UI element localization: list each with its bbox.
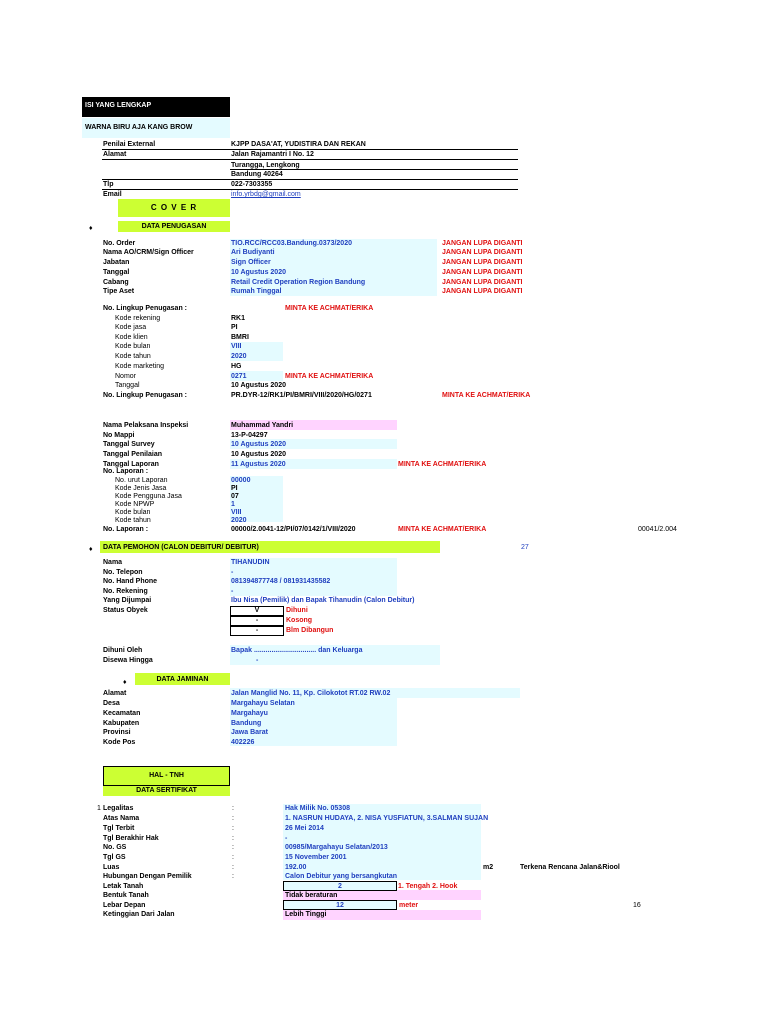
colon: :: [232, 815, 234, 822]
nolap-kode-value: VIII: [231, 509, 242, 516]
tlp-label: Tlp: [103, 181, 114, 188]
jaminan-value: Margahayu: [231, 710, 268, 717]
kode-label: Kode bulan: [115, 343, 151, 350]
penugasan-note: JANGAN LUPA DIGANTI: [442, 269, 523, 276]
inspeksi-nama-value: Muhammad Yandri: [231, 422, 294, 429]
penugasan-title: DATA PENUGASAN: [141, 223, 207, 230]
jaminan-label: Desa: [103, 700, 120, 707]
rekening-label: No. Rekening: [103, 588, 148, 595]
lebar-label: Lebar Depan: [103, 902, 146, 909]
kode-value: RK1: [231, 315, 246, 322]
survey-value: 10 Agustus 2020: [231, 441, 286, 448]
alamat-line-3: Bandung 40264: [231, 171, 283, 178]
penugasan-note: JANGAN LUPA DIGANTI: [442, 259, 523, 266]
sertifikat-value: 00985/Margahayu Selatan/2013: [285, 844, 388, 851]
sertifikat-label: Tgl GS: [103, 854, 126, 861]
sertifikat-label: Luas: [103, 864, 120, 871]
penugasan-note: JANGAN LUPA DIGANTI: [442, 279, 523, 286]
hp-label: No. Hand Phone: [103, 578, 158, 585]
jaminan-value: 402226: [231, 739, 255, 746]
nolap-kode-label: Kode bulan: [115, 509, 151, 516]
letak-note: 1. Tengah 2. Hook: [398, 883, 458, 890]
penilai-value: KJPP DASA'AT, YUDISTIRA DAN REKAN: [231, 141, 366, 148]
kode-value: HG: [231, 363, 242, 370]
dihuni-label: Dihuni Oleh: [103, 647, 143, 654]
kode-value: VIII: [231, 343, 242, 350]
penilai-label: Penilai External: [103, 141, 156, 148]
jaminan-value: Jawa Barat: [231, 729, 268, 736]
laporan-note: MINTA KE ACHMAT/ERIKA: [398, 461, 487, 468]
penugasan-value: Retail Credit Operation Region Bandung: [231, 279, 366, 286]
alamat-line-2: Turangga, Lengkong: [231, 162, 300, 169]
nolap-kode-label: Kode Pengguna Jasa: [115, 493, 182, 500]
sertifikat-label: Tgl Terbit: [103, 825, 135, 832]
colon: :: [232, 854, 234, 861]
sertifikat-value: 15 November 2001: [285, 854, 347, 861]
laporan-label: Tanggal Laporan: [103, 461, 159, 468]
lingkup2-label: No. Lingkup Penugasan :: [103, 392, 188, 399]
penilaian-value: 10 Agustus 2020: [231, 451, 286, 458]
jaminan-value: Bandung: [231, 720, 262, 727]
jaminan-label: Alamat: [103, 690, 127, 697]
pemohon-title: DATA PEMOHON (CALON DEBITUR/ DEBITUR): [103, 544, 259, 551]
nolap2-label: No. Laporan :: [103, 526, 149, 533]
alamat-line-1: Jalan Rajamantri I No. 12: [231, 151, 314, 158]
sertifikat-value: Hak Milik No. 05308: [285, 805, 350, 812]
kode-value: 2020: [231, 353, 247, 360]
nolap2-right: 00041/2.004: [638, 526, 677, 533]
penugasan-note: JANGAN LUPA DIGANTI: [442, 249, 523, 256]
sertifikat-label: Hubungan Dengan Pemilik: [103, 873, 192, 880]
mappi-value: 13-P-04297: [231, 432, 268, 439]
nolap-label: No. Laporan :: [103, 468, 149, 475]
lingkup-note: MINTA KE ACHMAT/ERIKA: [285, 305, 374, 312]
jaminan-label: Provinsi: [103, 729, 131, 736]
jaminan-label: Kecamatan: [103, 710, 141, 717]
luas-note: Terkena Rencana Jalan&Riool: [520, 864, 620, 871]
lebar-value: 12: [336, 902, 344, 909]
rekening-value: -: [231, 588, 234, 595]
alamat-label: Alamat: [103, 151, 127, 158]
colon: :: [232, 805, 234, 812]
kode-label: Nomor: [115, 373, 137, 380]
sertifikat-label: No. GS: [103, 844, 127, 851]
kode-value: BMRI: [231, 334, 249, 341]
colon: :: [232, 873, 234, 880]
kode-label: Kode rekening: [115, 315, 161, 322]
kode-value: 0271: [231, 373, 247, 380]
status-mark: -: [255, 617, 259, 624]
jaminan-value: Margahayu Selatan: [231, 700, 295, 707]
bullet-icon: ♦: [89, 546, 93, 553]
dijumpai-label: Yang Dijumpai: [103, 597, 152, 604]
status-option: Kosong: [286, 617, 313, 624]
colon: :: [232, 835, 234, 842]
status-mark: V: [254, 607, 260, 614]
tlp-value: 022-7303355: [231, 181, 273, 188]
penugasan-label: No. Order: [103, 240, 136, 247]
disewa-value: -: [256, 657, 259, 664]
header-subtitle: WARNA BIRU AJA KANG BROW: [85, 124, 193, 131]
sertifikat-label: Legalitas: [103, 805, 134, 812]
penugasan-value: 10 Agustus 2020: [231, 269, 286, 276]
disewa-label: Disewa Hingga: [103, 657, 153, 664]
status-label: Status Obyek: [103, 607, 148, 614]
lingkup2-value: PR.DYR-12/RK1/PI/BMRI/VIII/2020/HG/0271: [231, 392, 372, 399]
sertifikat-title: DATA SERTIFIKAT: [136, 787, 197, 794]
lebar-unit: meter: [399, 902, 419, 909]
kode-value: PI: [231, 324, 238, 331]
nomor-note: MINTA KE ACHMAT/ERIKA: [285, 373, 374, 380]
colon: :: [232, 864, 234, 871]
pemohon-nama-label: Nama: [103, 559, 123, 566]
nolap-kode-value: 1: [231, 501, 235, 508]
jaminan-value: Jalan Manglid No. 11, Kp. Cilokotot RT.02 RW.02: [231, 690, 391, 697]
sertifikat-number: 1: [97, 805, 101, 812]
sertifikat-label: Atas Nama: [103, 815, 140, 822]
jaminan-label: Kabupaten: [103, 720, 140, 727]
status-option: Dihuni: [286, 607, 308, 614]
email-link[interactable]: info.yrbdg@gmail.com: [231, 191, 301, 198]
sertifikat-label: Tgl Berakhir Hak: [103, 835, 159, 842]
dihuni-value: Bapak ................................ dan Keluarga: [231, 647, 363, 654]
telepon-label: No. Telepon: [103, 569, 143, 576]
kode-label: Tanggal: [115, 382, 140, 389]
penugasan-label: Tanggal: [103, 269, 130, 276]
colon: :: [232, 825, 234, 832]
sertifikat-value: Calon Debitur yang bersangkutan: [285, 873, 398, 880]
telepon-value: -: [231, 569, 234, 576]
nolap-kode-label: Kode Jenis Jasa: [115, 485, 167, 492]
nolap-kode-label: No. urut Laporan: [115, 477, 168, 484]
status-mark: -: [255, 627, 259, 634]
laporan-value: 11 Agustus 2020: [231, 461, 286, 468]
cover-title: C O V E R: [150, 203, 198, 212]
kode-label: Kode marketing: [115, 363, 165, 370]
nolap-kode-label: Kode tahun: [115, 517, 151, 524]
nolap-kode-value: 2020: [231, 517, 247, 524]
nolap-kode-value: 00000: [231, 477, 251, 484]
header-title: ISI YANG LENGKAP: [85, 102, 152, 109]
kode-value: 10 Agustus 2020: [231, 382, 286, 389]
jaminan-label: Kode Pos: [103, 739, 136, 746]
bentuk-label: Bentuk Tanah: [103, 892, 149, 899]
hp-value: 081394877748 / 081931435582: [231, 578, 331, 585]
penugasan-value: Rumah Tinggal: [231, 288, 282, 295]
penugasan-note: JANGAN LUPA DIGANTI: [442, 240, 523, 247]
inspeksi-nama-label: Nama Pelaksana Inspeksi: [103, 422, 189, 429]
penugasan-value: Ari Budiyanti: [231, 249, 275, 256]
pemohon-count: 27: [521, 544, 529, 551]
mappi-label: No Mappi: [103, 432, 135, 439]
nolap-kode-value: PI: [231, 485, 238, 492]
pemohon-nama-value: TIHANUDIN: [231, 559, 270, 566]
penugasan-value: TIO.RCC/RCC03.Bandung.0373/2020: [231, 240, 352, 247]
letak-value: 2: [338, 883, 342, 890]
penugasan-label: Jabatan: [103, 259, 130, 266]
colon: :: [232, 844, 234, 851]
email-label: Email: [103, 191, 122, 198]
survey-label: Tanggal Survey: [103, 441, 155, 448]
letak-label: Letak Tanah: [103, 883, 144, 890]
jaminan-title: DATA JAMINAN: [156, 676, 209, 683]
nolap2-value: 00000/2.0041-12/PI/07/0142/1/VIII/2020: [231, 526, 356, 533]
nolap2-note: MINTA KE ACHMAT/ERIKA: [398, 526, 487, 533]
lebar-right: 16: [633, 902, 641, 909]
bullet-icon: ♦: [123, 679, 127, 686]
lingkup2-note: MINTA KE ACHMAT/ERIKA: [442, 392, 531, 399]
bentuk-value: Tidak beraturan: [285, 892, 338, 899]
dijumpai-value: Ibu Nisa (Pemilik) dan Bapak Tihanudin (Calon Debitur): [231, 597, 415, 604]
bullet-icon: ♦: [89, 225, 93, 232]
sertifikat-value: 192.00: [285, 864, 307, 871]
kode-label: Kode jasa: [115, 324, 147, 331]
penugasan-label: Nama AO/CRM/Sign Officer: [103, 249, 194, 256]
sertifikat-value: 1. NASRUN HUDAYA, 2. NISA YUSFIATUN, 3.SALMAN SUJAN: [285, 815, 489, 822]
nolap-kode-value: 07: [231, 493, 239, 500]
penugasan-label: Cabang: [103, 279, 129, 286]
sertifikat-value: -: [285, 835, 288, 842]
kode-label: Kode tahun: [115, 353, 151, 360]
sertifikat-value: 26 Mei 2014: [285, 825, 324, 832]
hal-title: HAL - TNH: [149, 772, 184, 779]
ketinggian-label: Ketinggian Dari Jalan: [103, 911, 175, 918]
luas-unit: m2: [483, 864, 494, 871]
nolap-kode-label: Kode NPWP: [115, 501, 155, 508]
penugasan-value: Sign Officer: [231, 259, 271, 266]
penugasan-note: JANGAN LUPA DIGANTI: [442, 288, 523, 295]
penilaian-label: Tanggal Penilaian: [103, 451, 162, 458]
lingkup-label: No. Lingkup Penugasan :: [103, 305, 188, 312]
status-option: Blm Dibangun: [286, 627, 334, 634]
ketinggian-value: Lebih Tinggi: [285, 911, 327, 918]
kode-label: Kode klien: [115, 334, 148, 341]
penugasan-label: Tipe Aset: [103, 288, 135, 295]
